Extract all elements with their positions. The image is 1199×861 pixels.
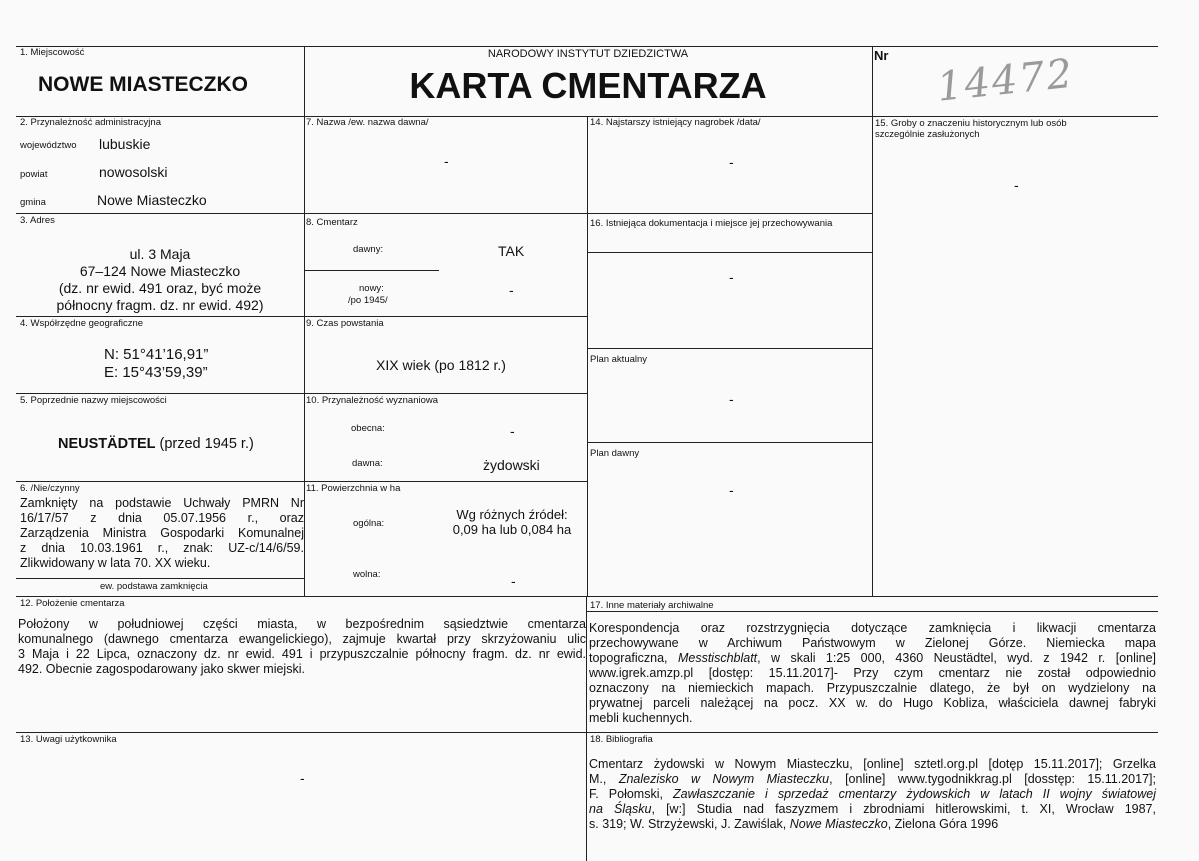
location-line: Położony w południowej części miasta, w bezpośrednim sąsiedztwie cmentarza xyxy=(18,617,586,631)
field-18-label: 18. Bibliografia xyxy=(590,734,653,745)
archival-line: mebli kuchennych. xyxy=(589,711,693,725)
new-cemetery-sublabel: /po 1945/ xyxy=(348,295,388,306)
current-plan-label: Plan aktualny xyxy=(590,354,648,365)
field-14-value: - xyxy=(729,154,734,170)
bibliography-title: Zawłaszczanie i sprzedaż cmentarzy żydowskich w latach II wojny światowej xyxy=(673,787,1156,801)
field-16-label: 16. Istniejąca dokumentacja i miejsce jej przechowywania xyxy=(590,218,833,229)
commune-value: Nowe Miasteczko xyxy=(97,192,207,208)
address-line: ul. 3 Maja xyxy=(129,246,191,262)
bibliography-title: Znalezisko w Nowym Miasteczku xyxy=(618,772,830,786)
status-line: z dnia 10.03.1961 r., znak: UZ-c/14/6/59. xyxy=(20,541,304,555)
voivodeship-value: lubuskie xyxy=(99,136,151,152)
bibliography-text: M., xyxy=(589,772,619,786)
former-name-value: NEUSTÄDTEL xyxy=(58,436,156,452)
old-plan-value: - xyxy=(729,482,734,498)
current-denomination-label: obecna: xyxy=(351,423,385,434)
bibliography-text: s. 319; W. Strzyżewski, J. Zawiślak, xyxy=(589,817,790,831)
county-label: powiat xyxy=(20,169,48,180)
bibliography-text: , [w:] Studia nad faszyzmem i zbrodniami hitlerowskimi, t. XI, Wrocław 1987, xyxy=(651,802,1156,816)
total-area-line: Wg różnych źródeł: xyxy=(456,507,568,522)
bibliography-line xyxy=(589,772,1156,787)
archival-line: www.igrek.amzp.pl [dostęp: 15.11.2017]- Przy czym cmentarz nie został odpowiednio xyxy=(589,666,1156,680)
total-area-value xyxy=(436,507,588,537)
new-cemetery-label: nowy: xyxy=(359,283,384,294)
founding-time: XIX wiek (po 1812 r.) xyxy=(376,357,506,373)
field-1-label: 1. Miejscowość xyxy=(20,47,85,58)
field-3-label: 3. Adres xyxy=(20,215,55,226)
field-8-label: 8. Cmentarz xyxy=(306,217,358,228)
bibliography-line xyxy=(589,802,1156,817)
bibliography-title: Nowe Miasteczko xyxy=(789,817,888,831)
institute-name: NARODOWY INSTYTUT DZIEDZICTWA xyxy=(487,48,689,60)
field-16-value: - xyxy=(729,269,734,285)
old-plan-label: Plan dawny xyxy=(590,448,640,459)
field-10-label: 10. Przynależność wyznaniowa xyxy=(306,395,439,406)
archival-text: topograficzna, xyxy=(589,651,678,665)
coordinates xyxy=(104,346,208,382)
address-line: północny fragm. dz. nr ewid. 492) xyxy=(56,297,264,313)
county-value: nowosolski xyxy=(99,164,168,180)
archival-materials-text xyxy=(589,621,1156,726)
free-area-value: - xyxy=(511,573,516,589)
field-12-label: 12. Położenie cmentarza xyxy=(20,598,125,609)
closure-basis-caption: ew. podstawa zamknięcia xyxy=(100,581,208,592)
old-cemetery-value: TAK xyxy=(498,243,525,259)
field-15-value: - xyxy=(1014,177,1019,193)
total-area-label: ogólna: xyxy=(353,518,385,529)
field-6-label: 6. /Nie/czynny xyxy=(20,483,80,494)
latitude: N: 51°41’16,91” xyxy=(104,346,209,363)
field-7-value: - xyxy=(444,153,449,169)
old-cemetery-label: dawny: xyxy=(353,244,384,255)
current-denomination-value: - xyxy=(510,423,515,439)
bibliography-title: na Śląsku xyxy=(589,802,652,816)
field-4-label: 4. Współrzędne geograficzne xyxy=(20,318,144,329)
archival-map-title: Messtischblatt xyxy=(677,651,758,665)
location-line: 3 Maja i 22 Lipca, oznaczony dz. nr ewid. 491 i przypuszczalnie północny fragm. dz. nr ewid. xyxy=(18,647,586,661)
bibliography-line: Cmentarz żydowski w Nowym Miasteczku, [online] sztetl.org.pl [dotęp 15.11.2017]; Grzelka xyxy=(589,757,1156,771)
total-area-line: 0,09 ha lub 0,084 ha xyxy=(452,522,572,537)
archival-line: oznaczony na niemieckich mapach. Przypuszczalnie dlatego, że był on wydzielony na xyxy=(589,681,1156,695)
nr-label: Nr xyxy=(874,48,889,63)
field-13-value: - xyxy=(300,770,305,786)
bibliography-text: , Zielona Góra 1996 xyxy=(887,817,999,831)
bibliography-text: , [online] www.tygodnikkrag.pl [dosstęp: 15.11.2017]; xyxy=(829,772,1156,786)
archival-line: prywatnej parceli należącej na pocz. XX w. do Hugo Kobliza, właściciela dawnej fabryki xyxy=(589,696,1156,710)
field-11-label: 11. Powierzchnia w ha xyxy=(306,483,401,494)
status-line: 16/17/57 z dnia 05.07.1956 r., oraz xyxy=(20,511,304,525)
field-13-label: 13. Uwagi użytkownika xyxy=(20,734,117,745)
field-15-label: 15. Groby o znaczeniu historycznym lub osób szczególnie zasłużonych xyxy=(875,118,1067,140)
handwritten-nr: 14472 xyxy=(934,50,1077,111)
bibliography-line xyxy=(589,817,1156,832)
bibliography-text: F. Połomski, xyxy=(589,787,674,801)
address-block xyxy=(16,246,304,314)
former-denomination-value: żydowski xyxy=(483,457,540,473)
archival-line xyxy=(589,651,1156,666)
status-line: Zlikwidowany w lata 70. XX wieku. xyxy=(20,556,211,570)
commune-label: gmina xyxy=(20,197,46,208)
former-denomination-label: dawna: xyxy=(352,458,383,469)
address-line: (dz. nr ewid. 491 oraz, być może xyxy=(58,280,262,296)
location-line: 492. Obecnie zagospodarowany jako skwer miejski. xyxy=(18,662,305,676)
location-line: komunalnego (dawnego cmentarza ewangelickiego), zajmuje kwartał przy skrzyżowaniu ulic xyxy=(18,632,586,646)
former-name-suffix: (przed 1945 r.) xyxy=(155,436,254,452)
new-cemetery-value: - xyxy=(509,282,514,298)
field-14-label: 14. Najstarszy istniejący nagrobek /data/ xyxy=(590,117,761,128)
free-area-label: wolna: xyxy=(353,569,381,580)
bibliography-line xyxy=(589,787,1156,802)
bibliography-text xyxy=(589,757,1156,832)
locality-name: NOWE MIASTECZKO xyxy=(38,73,248,96)
address-line: 67–124 Nowe Miasteczko xyxy=(79,263,241,279)
status-line: Zarządzenia Ministra Gospodarki Komunalnej xyxy=(20,526,304,540)
location-text xyxy=(18,617,586,677)
field-7-label: 7. Nazwa /ew. nazwa dawna/ xyxy=(306,117,429,128)
archival-line: przechowywane w Archiwum Państwowym w Zielonej Górze. Niemiecka mapa xyxy=(589,636,1156,650)
current-plan-value: - xyxy=(729,391,734,407)
field-17-label: 17. Inne materiały archiwalne xyxy=(590,600,714,611)
archival-text: , w skali 1:25 000, 4360 Neustädtel, wyd. z 1942 r. [online] xyxy=(757,651,1157,665)
archival-line: Korespondencja oraz rozstrzygnięcia dotyczące zamknięcia i likwacji cmentarza xyxy=(589,621,1156,635)
status-line: Zamknięty na podstawie Uchwały PMRN Nr xyxy=(20,496,304,510)
voivodeship-label: województwo xyxy=(20,140,77,151)
field-2-label: 2. Przynależność administracyjna xyxy=(20,117,161,128)
form-title: KARTA CMENTARZA xyxy=(409,65,767,106)
longitude: E: 15°43’59,39” xyxy=(104,364,208,381)
former-name xyxy=(58,436,254,452)
field-9-label: 9. Czas powstania xyxy=(306,318,384,329)
field-5-label: 5. Poprzednie nazwy miejscowości xyxy=(20,395,167,406)
status-text xyxy=(20,496,304,571)
